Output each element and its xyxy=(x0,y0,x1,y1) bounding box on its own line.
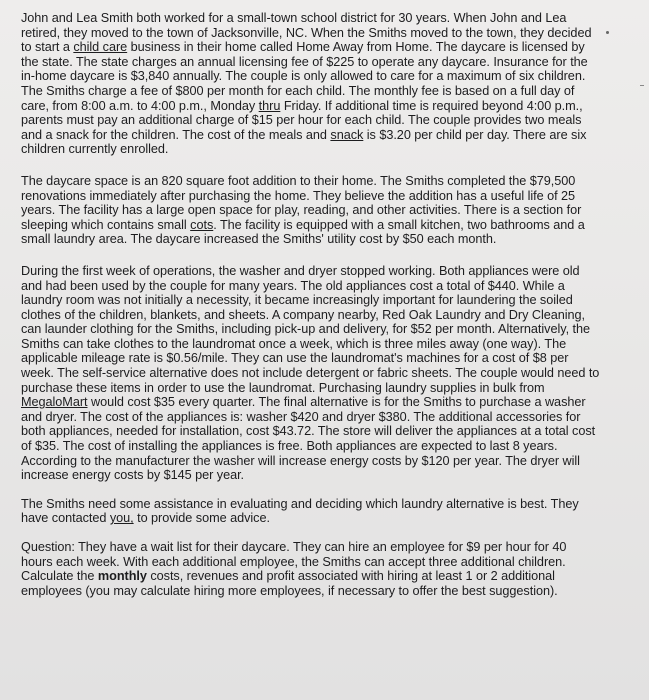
text-run: to provide some advice. xyxy=(133,511,270,526)
scan-mark-dot xyxy=(606,31,609,34)
scan-mark-dash xyxy=(640,85,644,86)
text-run: is $3.20 per child per day. There are six children currently enrolled. xyxy=(21,127,587,157)
paragraph-laundry xyxy=(21,264,627,483)
text-run-bold: monthly xyxy=(97,569,147,584)
text-run-underlined: you, xyxy=(109,511,134,526)
paragraph-background xyxy=(21,11,627,157)
text-run: John and Lea Smith both worked for a small-town school district for 30 years. When John and Lea retired, they moved to the town of Jacksonville, NC. When the Smiths moved to the town, they decided to start a xyxy=(21,11,592,55)
text-run: . The facility is equipped with a small kitchen, two bathrooms and a small laundry area. The daycare increased the Smiths' utility cost by $50 each month. xyxy=(21,217,585,247)
text-run-underlined: snack xyxy=(330,127,364,142)
text-run-underlined: cots xyxy=(190,217,214,232)
text-run: During the first week of operations, the washer and dryer stopped working. Both appliances were old and had been used by the couple for many years. The old appliances cost a total of $440. While a laundry room was not initially a necessity, it became increasingly important for laundering the soiled clothes of the children, blankets, and sheets. A company nearby, Red Oak Laundry and Dry Cleaning, can launder clothing for the Smiths, including pick-up and delivery, for $52 per month. Alternatively, the Smiths can take clothes to the laundromat once a week, which is three miles away (one way). The applicable mileage rate is $0.56/mile. They can use the laundromat's machines for a cost of $8 per week. The self-service alternative does not include detergent or fabric sheets. The couple would need to purchase these items in order to use the laundromat. Purchasing laundry supplies in bulk from xyxy=(21,263,600,395)
paragraph-facility xyxy=(21,174,627,247)
text-run-underlined: MegaloMart xyxy=(21,395,88,410)
text-run: costs, revenues and profit associated with hiring at least 1 or 2 additional employees (you may calculate hiring more employees, if necessary to offer the best suggestion). xyxy=(21,569,558,598)
text-run: Friday. If additional time is required beyond 4:00 p.m., parents must pay an additional charge of $15 per hour for each child. The couple provides two meals and a snack for the children. The cost of the meals and xyxy=(21,98,583,142)
text-run: business in their home called Home Away from Home. The daycare is licensed by the state. The state charges an annual licensing fee of $225 to operate any daycare. Insurance for the in-home daycare is $3,840 annually. The couple is only allowed to care for a maximum of six children. The Smiths charge a fee of $800 per month for each child. The monthly fee is based on a full day of care, from 8:00 a.m. to 4:00 p.m., Monday xyxy=(21,40,588,113)
text-run: Question: They have a wait list for their daycare. They can hire an employee for $9 per hour for 40 hours each week. With each additional employee, the Smiths can accept three additional children. Calculate the xyxy=(21,540,567,584)
text-run: The daycare space is an 820 square foot addition to their home. The Smiths completed the $79,500 renovations immediately after purchasing the home. They believe the addition has a useful life of 25 years. The facility has a large open space for play, reading, and other activities. There is a section for sleeping which contains small xyxy=(21,173,582,232)
text-run: The Smiths need some assistance in evaluating and deciding which laundry alternative is best. They have contacted xyxy=(21,496,579,526)
text-run-underlined: thru xyxy=(258,98,281,113)
text-run-underlined: child care xyxy=(73,40,128,55)
paragraph-assistance xyxy=(21,497,627,526)
paragraph-question xyxy=(21,540,627,598)
text-run: would cost $35 every quarter. The final alternative is for the Smiths to purchase a washer and dryer. The cost of the appliances is: washer $420 and dryer $380. The additional accessories for both appliances, needed for installation, cost $43.72. The store will deliver the appliances at a total cost of $35. The cost of installing the appliances is free. Both appliances are expected to last 8 years. According to the manufacturer the washer will increase energy costs by $120 per year. The dryer will increase energy costs by $145 per year. xyxy=(21,395,596,483)
